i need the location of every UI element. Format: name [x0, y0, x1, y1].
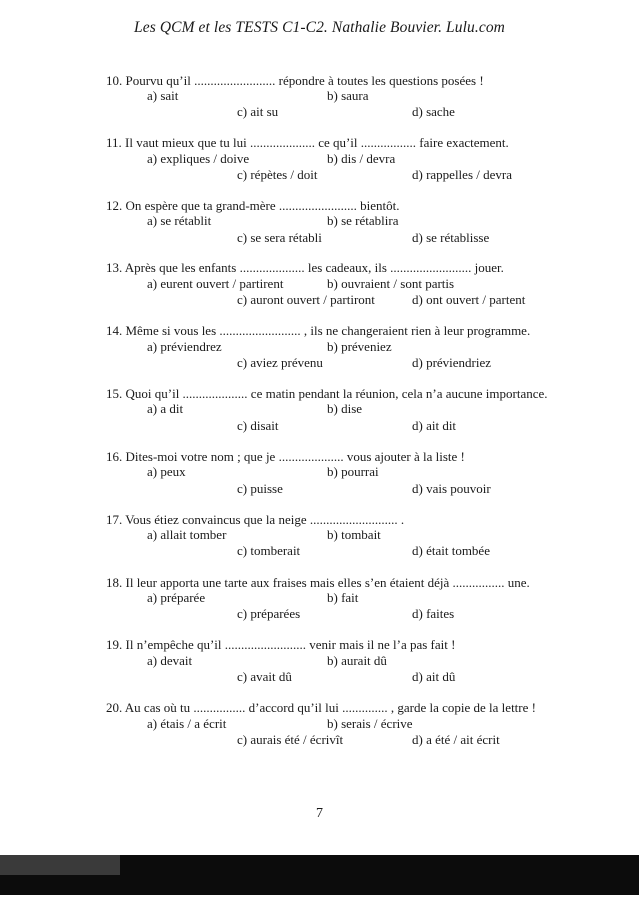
option-a: a) eurent ouvert / partirent: [147, 276, 284, 291]
option-d: d) faites: [412, 606, 455, 621]
option-a: a) se rétablit: [147, 213, 212, 228]
option-c: c) répètes / doit: [237, 167, 318, 182]
scan-edge-shade: [0, 855, 120, 875]
option-c: c) disait: [237, 418, 279, 433]
question-stem: 18. Il leur apporta une tarte aux fraises mais elles s’en étaient déjà ................ une.: [106, 575, 530, 590]
option-d: d) ait dit: [412, 418, 457, 433]
option-b: b) se rétablira: [327, 213, 399, 228]
question-15: [106, 385, 606, 402]
option-d: d) ait dû: [412, 669, 456, 684]
page-number: 7: [316, 806, 323, 821]
option-c: c) auront ouvert / partiront: [237, 292, 375, 307]
option-d: d) sache: [412, 104, 455, 119]
option-a: a) peux: [147, 464, 186, 479]
question-18: [106, 574, 606, 591]
question-19: [106, 636, 606, 653]
question-10: [106, 72, 606, 89]
option-b: b) préveniez: [327, 339, 392, 354]
page-header: Les QCM et les TESTS C1-C2. Nathalie Bouvier. Lulu.com: [134, 19, 505, 36]
option-a: a) étais / a écrit: [147, 716, 227, 731]
question-stem: 20. Au cas où tu ................ d’accord qu’il lui .............. , garde la copie de la lettre !: [106, 700, 536, 715]
option-d: d) rappelles / devra: [412, 167, 512, 182]
question-stem: 17. Vous étiez convaincus que la neige ........................... .: [106, 512, 405, 527]
question-11: [106, 134, 606, 151]
option-c: c) aviez prévenu: [237, 355, 323, 370]
option-b: b) dise: [327, 401, 363, 416]
option-a: a) préviendrez: [147, 339, 222, 354]
option-d: d) préviendriez: [412, 355, 492, 370]
option-b: b) aurait dû: [327, 653, 387, 668]
question-stem: 19. Il n’empêche qu’il ......................... venir mais il ne l’a pas fait !: [106, 637, 456, 652]
option-b: b) pourrai: [327, 464, 379, 479]
option-d: d) a été / ait écrit: [412, 732, 500, 747]
option-b: b) ouvraient / sont partis: [327, 276, 455, 291]
option-c: c) tomberait: [237, 543, 301, 558]
question-stem: 15. Quoi qu’il .................... ce matin pendant la réunion, cela n’a aucune importance.: [106, 386, 548, 401]
question-stem: 11. Il vaut mieux que tu lui .................... ce qu’il ................. faire exactement.: [106, 135, 509, 150]
option-a: a) allait tomber: [147, 527, 227, 542]
option-c: c) ait su: [237, 104, 279, 119]
option-b: b) dis / devra: [327, 151, 396, 166]
option-c: c) aurais été / écrivît: [237, 732, 344, 747]
question-stem: 16. Dites-moi votre nom ; que je .................... vous ajouter à la liste !: [106, 449, 465, 464]
question-20: [106, 699, 606, 716]
question-16: [106, 448, 606, 465]
option-c: c) avait dû: [237, 669, 292, 684]
option-a: a) expliques / doive: [147, 151, 250, 166]
option-d: d) vais pouvoir: [412, 481, 491, 496]
option-b: b) serais / écrive: [327, 716, 413, 731]
question-stem: 12. On espère que ta grand-mère ........................ bientôt.: [106, 198, 400, 213]
option-d: d) était tombée: [412, 543, 490, 558]
option-a: a) a dit: [147, 401, 184, 416]
question-stem: 13. Après que les enfants .................... les cadeaux, ils ......................... jouer.: [106, 260, 504, 275]
option-b: b) tombait: [327, 527, 381, 542]
question-12: [106, 197, 606, 214]
option-a: a) devait: [147, 653, 193, 668]
option-b: b) fait: [327, 590, 359, 605]
option-a: a) préparée: [147, 590, 206, 605]
option-c: c) se sera rétabli: [237, 230, 322, 245]
question-13: [106, 259, 606, 276]
question-14: [106, 322, 606, 339]
option-a: a) sait: [147, 88, 179, 103]
option-d: d) ont ouvert / partent: [412, 292, 526, 307]
option-d: d) se rétablisse: [412, 230, 490, 245]
option-b: b) saura: [327, 88, 369, 103]
option-c: c) puisse: [237, 481, 283, 496]
question-17: [106, 511, 606, 528]
option-c: c) préparées: [237, 606, 301, 621]
question-stem: 14. Même si vous les ......................... , ils ne changeraient rien à leur programme.: [106, 323, 531, 338]
question-stem: 10. Pourvu qu’il ......................... répondre à toutes les questions posées !: [106, 73, 484, 88]
